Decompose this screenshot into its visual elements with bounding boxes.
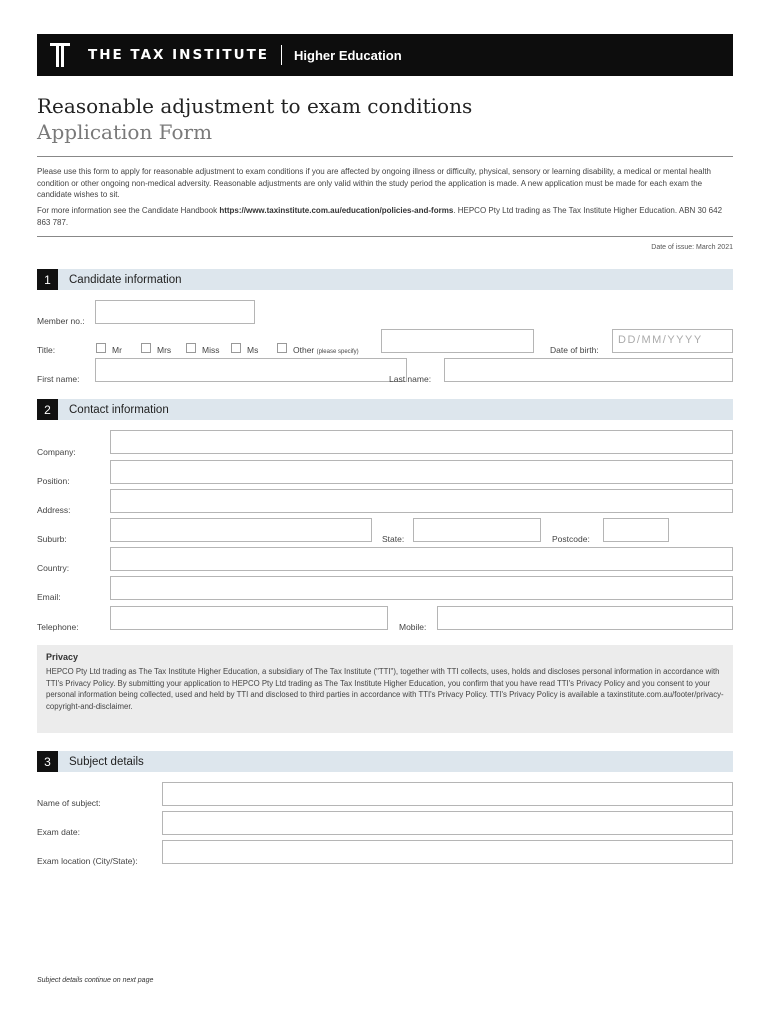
section-number: 2 [37,399,58,420]
postcode-field[interactable] [603,518,669,542]
telephone-label: Telephone: [37,622,79,632]
exam-location-label: Exam location (City/State): [37,856,138,866]
header-bar [37,34,733,76]
dob-placeholder: DD/MM/YYYY [618,334,703,346]
title-miss-checkbox[interactable] [186,343,196,353]
intro-more-info: For more information see the Candidate Handbook https://www.taxinstitute.com.au/education/policies-and-forms. HEPCO Pty Ltd trading as The Tax Institute Higher Education. ABN 30 642 863 787. [37,206,723,227]
privacy-text: HEPCO Pty Ltd trading as The Tax Institute Higher Education, a subsidiary of The Tax Institute ("TTI"), together with TTI collects, uses, holds and discloses personal information in accordance with TTI's Privacy Policy. By submitting your application to HEPCO Pty Ltd trading as The Tax Institute Higher Education, you confirm that you have read TTI's Privacy Policy and you consent to your personal information being collected, used and held by TTI and disclosed to third parties in accordance with TTI's Privacy Policy. TTI's Privacy Policy is available a taxinstitute.com.au/footer/privacy-copyright-and-disclaimer. [46,667,724,711]
privacy-policy-link[interactable]: taxinstitute.com.au/footer/privacy-copyright-and-disclaimer [46,690,724,711]
title-other-field[interactable] [381,329,534,353]
title-mr-checkbox[interactable] [96,343,106,353]
address-label: Address: [37,505,71,515]
privacy-title: Privacy [46,652,79,662]
divider [37,156,733,157]
dob-label: Date of birth: [550,345,599,355]
state-field[interactable] [413,518,541,542]
last-name-field[interactable] [444,358,733,382]
continue-note: Subject details continue on next page [37,977,154,984]
divider [37,236,733,237]
title-other-label: Other (please specify) [293,345,359,355]
position-label: Position: [37,476,70,486]
email-field[interactable] [110,576,733,600]
section-number: 3 [37,751,58,772]
dob-field[interactable] [612,329,733,353]
title-mr-label: Mr [112,345,122,355]
page-subtitle: Application Form [37,120,213,144]
mobile-field[interactable] [437,606,733,630]
section-title: Contact information [69,403,169,416]
title-label: Title: [37,345,56,355]
section-number: 1 [37,269,58,290]
exam-location-field[interactable] [162,840,733,864]
exam-date-label: Exam date: [37,827,80,837]
member-no-label: Member no.: [37,316,85,326]
title-miss-label: Miss [202,345,220,355]
title-other-checkbox[interactable] [277,343,287,353]
email-label: Email: [37,592,61,602]
exam-date-field[interactable] [162,811,733,835]
title-ms-checkbox[interactable] [231,343,241,353]
section-contact-info [37,399,733,420]
state-label: State: [382,534,405,544]
address-field[interactable] [110,489,733,513]
telephone-field[interactable] [110,606,388,630]
first-name-field[interactable] [95,358,407,382]
company-field[interactable] [110,430,733,454]
member-no-field[interactable] [95,300,255,324]
intro-paragraph: Please use this form to apply for reasonable adjustment to exam conditions if you are affected by ongoing illness or difficulty, physical, sensory or learning disability, a medical or mental health condition or other ongoing non-medical adversity. Reasonable adjustments are only valid within the study period the application is made. A new application must be made for each exam the candidate wishes to sit. [37,167,711,199]
brand-subtitle: Higher Education [294,47,402,63]
section-title: Subject details [69,755,144,768]
postcode-label: Postcode: [552,534,590,544]
brand-name: THE TAX INSTITUTE [88,47,270,63]
subject-name-label: Name of subject: [37,798,101,808]
page-title: Reasonable adjustment to exam conditions [37,94,473,118]
position-field[interactable] [110,460,733,484]
suburb-field[interactable] [110,518,372,542]
section-title: Candidate information [69,273,182,286]
date-of-issue: Date of issue: March 2021 [651,244,733,251]
title-ms-label: Ms [247,345,259,355]
country-field[interactable] [110,547,733,571]
section-subject-details [37,751,733,772]
brand-divider [281,45,282,65]
title-mrs-checkbox[interactable] [141,343,151,353]
last-name-label: Last name: [389,374,432,384]
company-label: Company: [37,447,76,457]
section-candidate-info [37,269,733,290]
subject-name-field[interactable] [162,782,733,806]
tti-logo-icon [50,43,70,67]
privacy-notice [37,645,733,733]
first-name-label: First name: [37,374,80,384]
title-mrs-label: Mrs [157,345,172,355]
mobile-label: Mobile: [399,622,427,632]
handbook-link[interactable]: https://www.taxinstitute.com.au/education/policies-and-forms [219,206,454,215]
country-label: Country: [37,563,70,573]
suburb-label: Suburb: [37,534,67,544]
